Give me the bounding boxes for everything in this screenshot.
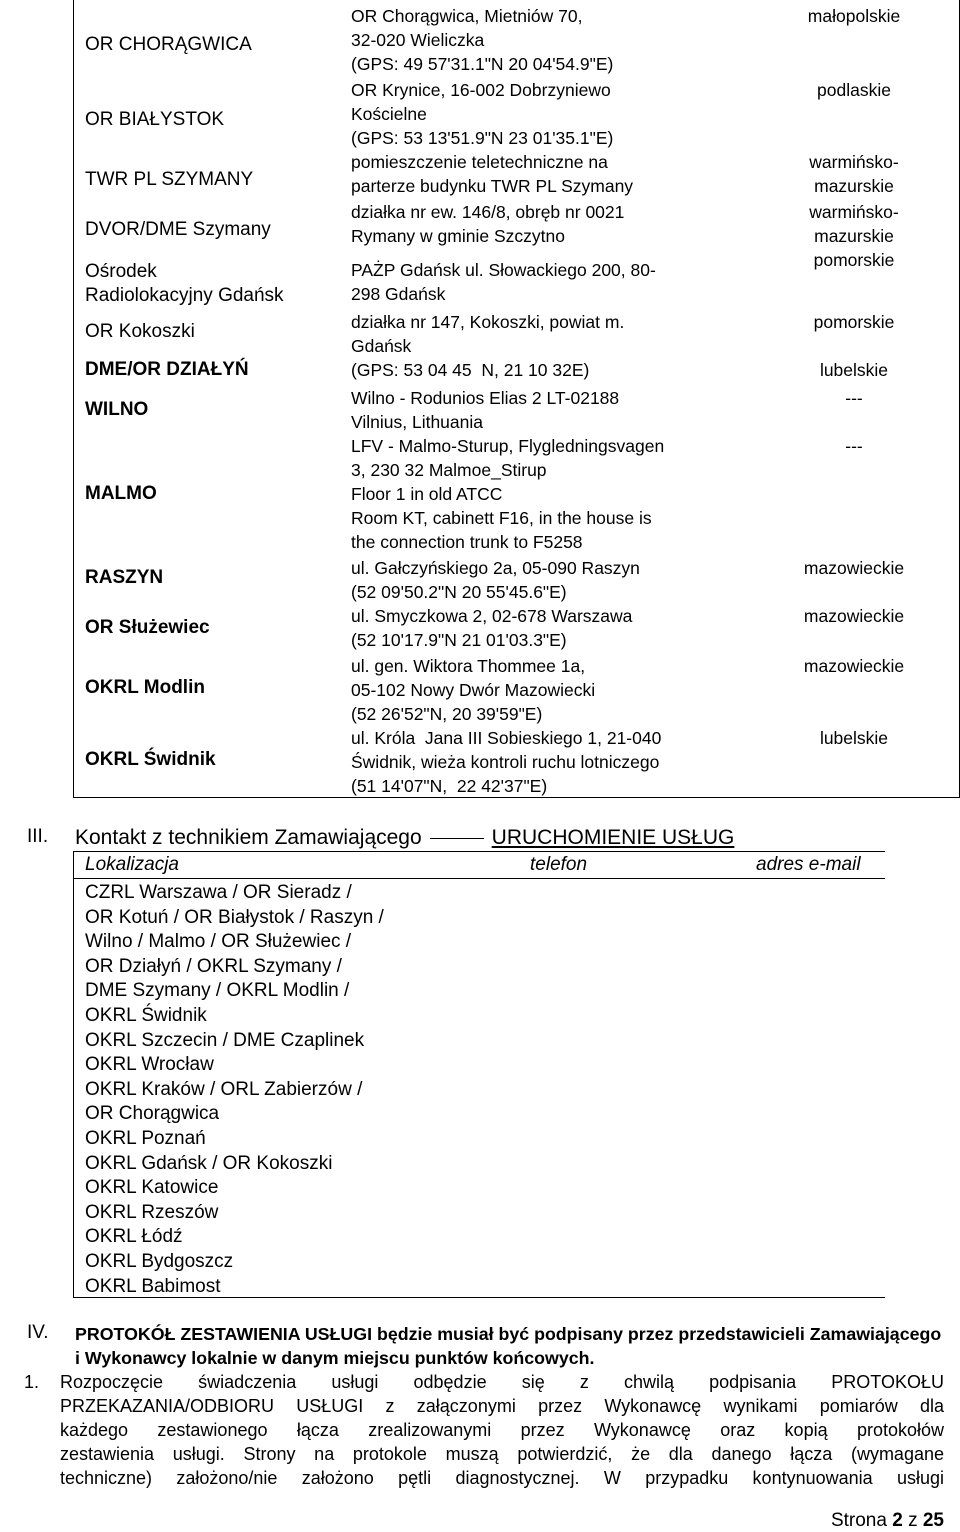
- location-name-line: RASZYN: [85, 567, 164, 588]
- location-name-line: OKRL Świdnik: [85, 749, 216, 770]
- location-name: [85, 482, 157, 506]
- location-address-line: 32-020 Wieliczka: [351, 30, 485, 50]
- location-region: [764, 4, 944, 28]
- locations-table: [73, 0, 960, 798]
- contact-location-item: OKRL Poznań: [85, 1127, 206, 1149]
- location-address-line: OR Krynice, 16-002 Dobrzyniewo: [351, 80, 611, 100]
- location-address-line: Rymany w gminie Szczytno: [351, 226, 565, 246]
- location-address-line: (52 09'50.2"N 20 55'45.6"E): [351, 582, 567, 602]
- location-address: [351, 200, 746, 248]
- location-region-line: mazowieckie: [803, 656, 905, 676]
- location-address-line: OR Chorągwica, Mietniów 70,: [351, 6, 583, 26]
- section-3-number: III.: [27, 826, 49, 847]
- location-region-line: mazowieckie: [803, 558, 905, 578]
- contact-location-item: OKRL Kraków / ORL Zabierzów /: [85, 1078, 363, 1100]
- location-region-line: lubelskie: [819, 360, 889, 380]
- location-name-line: OR CHORĄGWICA: [85, 34, 252, 55]
- section-3-title-suffix: URUCHOMIENIE USŁUG: [491, 826, 735, 849]
- header-location: Lokalizacja: [85, 854, 179, 875]
- location-address-line: the connection trunk to F5258: [351, 532, 583, 552]
- location-address: [351, 654, 746, 726]
- location-address-line: (51 14'07"N, 22 42'37"E): [351, 776, 548, 796]
- contact-table-header: [74, 852, 885, 879]
- location-address-line: ul. Smyczkowa 2, 02-678 Warszawa: [351, 606, 633, 626]
- title-dash: [430, 838, 484, 839]
- location-name: [85, 218, 271, 242]
- location-region: [764, 200, 944, 248]
- location-region-line: podlaskie: [817, 80, 891, 100]
- location-address-line: Gdańsk: [351, 336, 412, 356]
- location-address-line: 05-102 Nowy Dwór Mazowiecki: [351, 680, 596, 700]
- contact-location-item: CZRL Warszawa / OR Sieradz /: [85, 882, 352, 903]
- contact-location-item: OKRL Szczecin / DME Czaplinek: [85, 1029, 365, 1051]
- location-address: [351, 310, 746, 358]
- location-address-line: (GPS: 49 57'31.1"N 20 04'54.9"E): [351, 54, 614, 74]
- location-address-line: Vilnius, Lithuania: [351, 412, 483, 432]
- location-address-line: (52 10'17.9"N 21 01'03.3"E): [351, 630, 567, 650]
- location-name: [85, 566, 163, 590]
- item-1-line: każdego zestawionego łącza zrealizowanymi przez Wykonawcę oraz kopią protokołów: [60, 1420, 944, 1440]
- location-address-line: PAŻP Gdańsk ul. Słowackiego 200, 80-: [351, 260, 656, 280]
- item-1-text: [60, 1370, 944, 1490]
- location-address-line: pomieszczenie teletechniczne na: [351, 152, 608, 172]
- location-address-line: LFV - Malmo-Sturup, Flygledningsvagen: [351, 436, 665, 456]
- location-region-line: mazurskie: [814, 176, 894, 196]
- item-1-line: zestawienia usługi. Strony na protokole muszą potwierdzić, że dla danego łącza (wymagane: [60, 1444, 944, 1464]
- location-name-line: OR BIAŁYSTOK: [85, 109, 225, 130]
- location-address-line: (52 26'52"N, 20 39'59"E): [351, 704, 543, 724]
- contact-location-item: OKRL Świdnik: [85, 1004, 207, 1026]
- location-address: [351, 4, 746, 76]
- location-region: [764, 604, 944, 628]
- location-name: [85, 260, 284, 308]
- contact-location-item: OKRL Rzeszów: [85, 1201, 219, 1223]
- location-region-line: małopolskie: [807, 6, 901, 26]
- contact-location-item: Wilno / Malmo / OR Służewiec /: [85, 931, 352, 953]
- contact-location-item: OR Działyń / OKRL Szymany /: [85, 955, 342, 977]
- location-address-line: (GPS: 53 04 45 N, 21 10 32E): [351, 360, 590, 380]
- location-address: [351, 258, 746, 306]
- location-address-line: Wilno - Rodunios Elias 2 LT-02188: [351, 388, 620, 408]
- location-address-line: parterze budynku TWR PL Szymany: [351, 176, 634, 196]
- location-address: [351, 726, 746, 798]
- item-1-line: PRZEKAZANIA/ODBIORU USŁUGI z załączonymi przez Wykonawcę wynikami pomiarów dla: [60, 1396, 944, 1416]
- location-region: [764, 358, 944, 382]
- location-region: [764, 726, 944, 750]
- contact-location-item: OR Kotuń / OR Białystok / Raszyn /: [85, 906, 384, 928]
- contact-table: [73, 851, 885, 1298]
- contact-location-item: OKRL Katowice: [85, 1177, 219, 1199]
- location-region: [764, 310, 944, 334]
- location-name: [85, 358, 249, 382]
- location-name: [85, 33, 252, 57]
- location-name: [85, 320, 195, 344]
- location-address: [351, 358, 746, 382]
- section-3-title-prefix: Kontakt z technikiem Zamawiającego: [75, 826, 422, 849]
- location-region: [764, 386, 944, 410]
- location-address-line: 298 Gdańsk: [351, 284, 446, 304]
- location-name-line: Ośrodek: [85, 261, 157, 282]
- location-address-line: ul. gen. Wiktora Thommee 1a,: [351, 656, 586, 676]
- location-address: [351, 150, 746, 198]
- item-1-line: techniczne) założono/nie założono pętli diagnostycznej. W przypadku kontynuowania usługi: [60, 1468, 944, 1488]
- location-name: [85, 676, 205, 700]
- location-region-line: pomorskie: [813, 312, 895, 332]
- location-name-line: DME/OR DZIAŁYŃ: [85, 359, 249, 380]
- header-phone: telefon: [530, 854, 588, 875]
- location-address: [351, 604, 746, 652]
- location-name-line: OR Służewiec: [85, 617, 210, 638]
- location-name-line: MALMO: [85, 483, 157, 504]
- location-name: [85, 108, 224, 132]
- location-name-line: Radiolokacyjny Gdańsk: [85, 285, 284, 306]
- contact-location-item: OKRL Gdańsk / OR Kokoszki: [85, 1152, 333, 1174]
- location-region-line: warmińsko-: [809, 152, 899, 172]
- location-region: [764, 248, 944, 272]
- location-region: [764, 654, 944, 678]
- footer-prefix: Strona: [830, 1510, 887, 1531]
- location-address-line: działka nr ew. 146/8, obręb nr 0021: [351, 202, 625, 222]
- footer-sep: z: [908, 1510, 918, 1531]
- location-address-line: ul. Gałczyńskiego 2a, 05-090 Raszyn: [351, 558, 640, 578]
- contact-location-item: DME Szymany / OKRL Modlin /: [85, 980, 350, 1002]
- header-email: adres e-mail: [756, 854, 861, 875]
- location-name-line: DVOR/DME Szymany: [85, 219, 271, 240]
- footer-total: 25: [922, 1510, 944, 1531]
- location-name: [85, 168, 253, 192]
- location-region: [764, 556, 944, 580]
- location-name: [85, 616, 210, 640]
- footer-page: 2: [892, 1510, 903, 1531]
- location-region-line: mazurskie: [814, 226, 894, 246]
- location-region-line: ---: [845, 388, 863, 408]
- location-name: [85, 398, 148, 422]
- contact-location-item: OKRL Babimost: [85, 1275, 221, 1297]
- contact-location-item: OKRL Wrocław: [85, 1054, 214, 1076]
- location-address-line: 3, 230 32 Malmoe_Stirup: [351, 460, 547, 480]
- location-address-line: działka nr 147, Kokoszki, powiat m.: [351, 312, 625, 332]
- location-name-line: TWR PL SZYMANY: [85, 169, 254, 190]
- location-address-line: Kościelne: [351, 104, 427, 124]
- location-region-line: lubelskie: [819, 728, 889, 748]
- contact-location-item: OKRL Bydgoszcz: [85, 1250, 234, 1272]
- location-address-line: Świdnik, wieża kontroli ruchu lotniczego: [351, 752, 660, 772]
- location-name: [85, 748, 216, 772]
- location-address: [351, 386, 746, 434]
- location-region-line: ---: [845, 436, 863, 456]
- location-name-line: OKRL Modlin: [85, 677, 205, 698]
- location-address: [351, 434, 746, 554]
- location-region-line: mazowieckie: [803, 606, 905, 626]
- contact-location-item: OKRL Łódź: [85, 1226, 183, 1248]
- contact-location-list: [85, 881, 384, 1299]
- location-region: [764, 150, 944, 198]
- section-4-text: PROTOKÓŁ ZESTAWIENIA USŁUGI będzie musiał być podpisany przez przedstawicieli Zamawiającego i Wykonawcy lokalnie w danym miejscu punktów końcowych.: [75, 1324, 942, 1368]
- location-address-line: Room KT, cabinett F16, in the house is: [351, 508, 652, 528]
- location-address-line: ul. Króla Jana III Sobieskiego 1, 21-040: [351, 728, 662, 748]
- item-1-line: Rozpoczęcie świadczenia usługi odbędzie się z chwilą podpisania PROTOKOŁU: [60, 1372, 944, 1392]
- location-region: [764, 78, 944, 102]
- location-region: [764, 434, 944, 458]
- location-name-line: WILNO: [85, 399, 149, 420]
- item-1-number: 1.: [24, 1372, 40, 1392]
- page-footer: [831, 1510, 944, 1532]
- location-address-line: (GPS: 53 13'51.9"N 23 01'35.1"E): [351, 128, 614, 148]
- location-region-line: warmińsko-: [809, 202, 899, 222]
- contact-location-item: OR Chorągwica: [85, 1103, 220, 1125]
- location-address-line: Floor 1 in old ATCC: [351, 484, 503, 504]
- section-4-number: IV.: [27, 1322, 49, 1343]
- location-name-line: OR Kokoszki: [85, 321, 195, 342]
- section-3-title: [75, 826, 734, 850]
- location-address: [351, 556, 746, 604]
- location-region-line: pomorskie: [813, 250, 895, 270]
- location-address: [351, 78, 746, 150]
